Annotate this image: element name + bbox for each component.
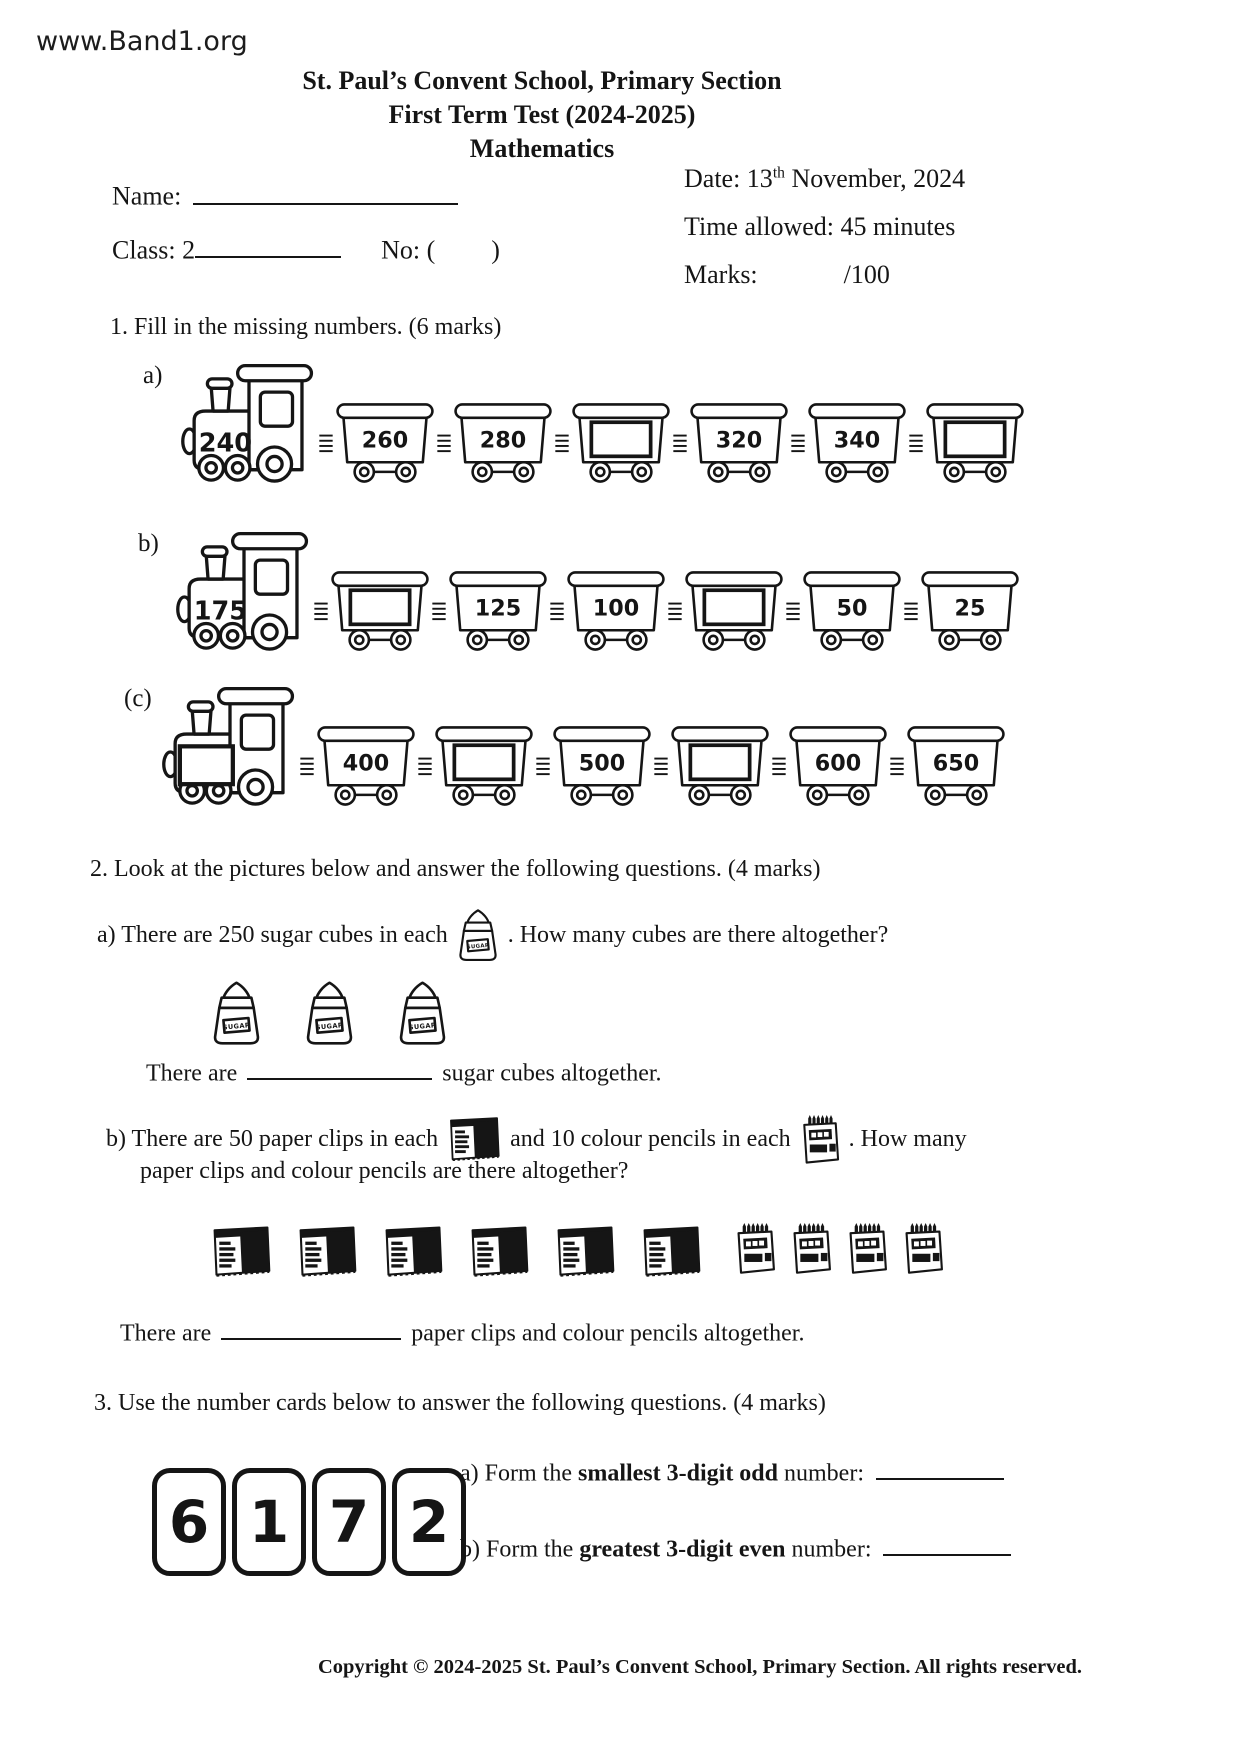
no-label-close: ) xyxy=(491,235,500,265)
svg-text:SUGAR: SUGAR xyxy=(408,1021,437,1032)
train-coupler xyxy=(555,400,569,483)
school-name: St. Paul’s Convent School, Primary Section xyxy=(302,66,782,95)
name-label: Name: xyxy=(112,181,182,211)
question-3b-line: b) Form the greatest 3-digit even number: xyxy=(460,1530,1011,1563)
clips-and-pencils-row xyxy=(208,1222,946,1282)
train-coupler xyxy=(536,723,550,806)
train-coupler xyxy=(673,400,687,483)
train-wagon xyxy=(432,723,536,806)
train-coupler xyxy=(654,723,668,806)
q2b-answer-blank[interactable] xyxy=(221,1314,401,1340)
sugar-bag-icon xyxy=(455,908,501,963)
train-wagon xyxy=(668,723,772,806)
svg-text:125: 125 xyxy=(474,595,522,622)
card-digit: 6 xyxy=(168,1488,210,1556)
q3b-answer-blank[interactable] xyxy=(883,1530,1011,1556)
train-a-cars xyxy=(179,358,1027,483)
q3b-bold-text: greatest 3-digit even xyxy=(579,1536,786,1563)
paper-clip-box-icon xyxy=(380,1222,446,1282)
colour-pencil-box-icon xyxy=(844,1218,890,1278)
question-2a-answer-line: There are sugar cubes altogether. xyxy=(146,1054,662,1087)
train-engine xyxy=(174,526,314,651)
q3a-bold-text: smallest 3-digit odd xyxy=(577,1460,778,1487)
q3a-answer-blank[interactable] xyxy=(876,1454,1004,1480)
q2a-text-before: a) There are 250 sugar cubes in each xyxy=(97,921,448,948)
train-coupler xyxy=(418,723,432,806)
train-wagon xyxy=(786,723,890,806)
question-3-title: 3. Use the number cards below to answer the following questions. (4 marks) xyxy=(94,1390,826,1416)
svg-text:SUGAR: SUGAR xyxy=(466,942,490,951)
question-2-title: 2. Look at the pictures below and answer the following questions. (4 marks) xyxy=(90,856,821,882)
missing-number-box[interactable] xyxy=(180,746,233,784)
train-wagon xyxy=(333,400,437,483)
sugar-bags-row xyxy=(208,980,451,1047)
svg-text:240: 240 xyxy=(198,428,252,459)
train-wagon xyxy=(682,568,786,651)
paper-clip-box-icon xyxy=(638,1222,704,1282)
train-coupler xyxy=(432,568,446,651)
svg-text:100: 100 xyxy=(592,595,640,622)
question-1-title: 1. Fill in the missing numbers. (6 marks) xyxy=(110,314,502,340)
watermark: www.Band1.org xyxy=(36,26,248,57)
svg-text:SUGAR: SUGAR xyxy=(222,1021,251,1032)
test-title: First Term Test (2024-2025) xyxy=(388,100,696,129)
missing-number-box[interactable] xyxy=(591,422,650,456)
train-coupler xyxy=(668,568,682,651)
marks-row xyxy=(684,260,965,290)
card-digit: 1 xyxy=(248,1488,290,1556)
card-digit: 7 xyxy=(328,1488,370,1556)
sugar-bag-icon xyxy=(301,980,358,1047)
train-a xyxy=(143,358,1027,483)
name-row xyxy=(112,176,500,212)
paper-clip-box-icon xyxy=(294,1222,360,1282)
train-wagon xyxy=(451,400,555,483)
svg-text:SUGAR: SUGAR xyxy=(315,1021,344,1032)
train-wagon xyxy=(805,400,909,483)
number-card xyxy=(232,1468,306,1576)
svg-text:50: 50 xyxy=(836,595,868,622)
svg-text:320: 320 xyxy=(715,427,763,454)
paper-clip-box-icon xyxy=(445,1114,503,1165)
train-wagon xyxy=(446,568,550,651)
question-2a-text xyxy=(97,906,888,964)
sugar-bag-icon xyxy=(455,908,501,963)
paper-header xyxy=(0,64,1084,166)
sugar-bag-icon xyxy=(208,980,265,1047)
paper-clip-boxes xyxy=(208,1222,704,1282)
train-wagon xyxy=(569,400,673,483)
train-a-label: a) xyxy=(143,362,163,389)
q2b-text-middle: and 10 colour pencils in each xyxy=(510,1125,791,1152)
train-coupler xyxy=(890,723,904,806)
q2b-text-after: . How many xyxy=(848,1125,967,1152)
train-wagon xyxy=(904,723,1008,806)
copyright-footer: Copyright © 2024-2025 St. Paul’s Convent School, Primary Section. All rights reserved. xyxy=(317,1656,1083,1678)
missing-number-box[interactable] xyxy=(690,745,749,779)
train-coupler xyxy=(772,723,786,806)
train-c-cars xyxy=(160,681,1008,806)
subject-title: Mathematics xyxy=(469,134,615,163)
number-card xyxy=(312,1468,386,1576)
number-card xyxy=(152,1468,226,1576)
train-wagon xyxy=(328,568,432,651)
train-wagon xyxy=(918,568,1022,651)
paper-clip-box-icon xyxy=(208,1222,274,1282)
colour-pencil-box-icon xyxy=(788,1218,834,1278)
train-wagon xyxy=(314,723,418,806)
colour-pencil-box-icon xyxy=(732,1218,778,1278)
number-cards xyxy=(152,1468,466,1576)
question-2b-answer-line: There are paper clips and colour pencils altogether. xyxy=(120,1314,804,1347)
train-coupler xyxy=(319,400,333,483)
q2a-answer-blank[interactable] xyxy=(247,1054,432,1080)
svg-text:600: 600 xyxy=(814,750,862,777)
train-coupler xyxy=(904,568,918,651)
paper-clip-box-icon xyxy=(466,1222,532,1282)
no-label: No: ( xyxy=(381,235,436,265)
paper-clip-box-icon xyxy=(552,1222,618,1282)
train-coupler xyxy=(314,568,328,651)
train-wagon xyxy=(564,568,668,651)
svg-text:500: 500 xyxy=(578,750,626,777)
train-b-cars xyxy=(174,526,1022,651)
test-info xyxy=(684,164,965,308)
class-row xyxy=(112,230,500,266)
train-coupler xyxy=(909,400,923,483)
train-wagon xyxy=(923,400,1027,483)
marks-total: /100 xyxy=(843,260,890,289)
q2a-text-after: . How many cubes are there altogether? xyxy=(507,921,889,948)
paper-clip-box-icon xyxy=(445,1114,503,1165)
class-label: Class: 2 xyxy=(112,235,196,265)
student-info xyxy=(112,176,500,283)
train-engine xyxy=(160,681,300,806)
missing-number-box[interactable] xyxy=(350,590,409,624)
time-allowed-row: Time allowed: 45 minutes xyxy=(684,212,956,241)
svg-text:280: 280 xyxy=(479,427,527,454)
colour-pencil-box-icon xyxy=(900,1218,946,1278)
missing-number-box[interactable] xyxy=(945,422,1004,456)
train-coupler xyxy=(550,568,564,651)
train-coupler xyxy=(437,400,451,483)
colour-pencil-box-icon xyxy=(798,1113,842,1165)
svg-text:400: 400 xyxy=(342,750,390,777)
sugar-bag-icon xyxy=(394,980,451,1047)
train-b xyxy=(138,526,1022,651)
class-field-line[interactable] xyxy=(195,230,341,259)
question-2b-text-line2: paper clips and colour pencils are there altogether? xyxy=(140,1158,629,1184)
train-wagon xyxy=(687,400,791,483)
missing-number-box[interactable] xyxy=(704,590,763,624)
train-c-label: (c) xyxy=(124,685,152,712)
marks-label: Marks: xyxy=(684,260,758,289)
train-c xyxy=(124,681,1008,806)
q2b-text-before: b) There are 50 paper clips in each xyxy=(106,1125,439,1152)
card-digit: 2 xyxy=(408,1488,450,1556)
train-coupler xyxy=(791,400,805,483)
svg-text:340: 340 xyxy=(833,427,881,454)
missing-number-box[interactable] xyxy=(454,745,513,779)
svg-text:650: 650 xyxy=(932,750,980,777)
train-wagon xyxy=(800,568,904,651)
date-row: Date: 13th November, 2024 xyxy=(684,164,966,193)
train-coupler xyxy=(786,568,800,651)
train-coupler xyxy=(300,723,314,806)
train-b-label: b) xyxy=(138,530,159,557)
svg-text:175: 175 xyxy=(193,596,247,627)
train-engine xyxy=(179,358,319,483)
svg-text:260: 260 xyxy=(361,427,409,454)
train-wagon xyxy=(550,723,654,806)
svg-text:25: 25 xyxy=(954,595,986,622)
pencil-boxes xyxy=(732,1218,946,1278)
question-3a-line: a) Form the smallest 3-digit odd number: xyxy=(460,1454,1004,1487)
number-card xyxy=(392,1468,466,1576)
name-field-line[interactable] xyxy=(193,176,458,205)
colour-pencil-box-icon xyxy=(798,1113,842,1165)
